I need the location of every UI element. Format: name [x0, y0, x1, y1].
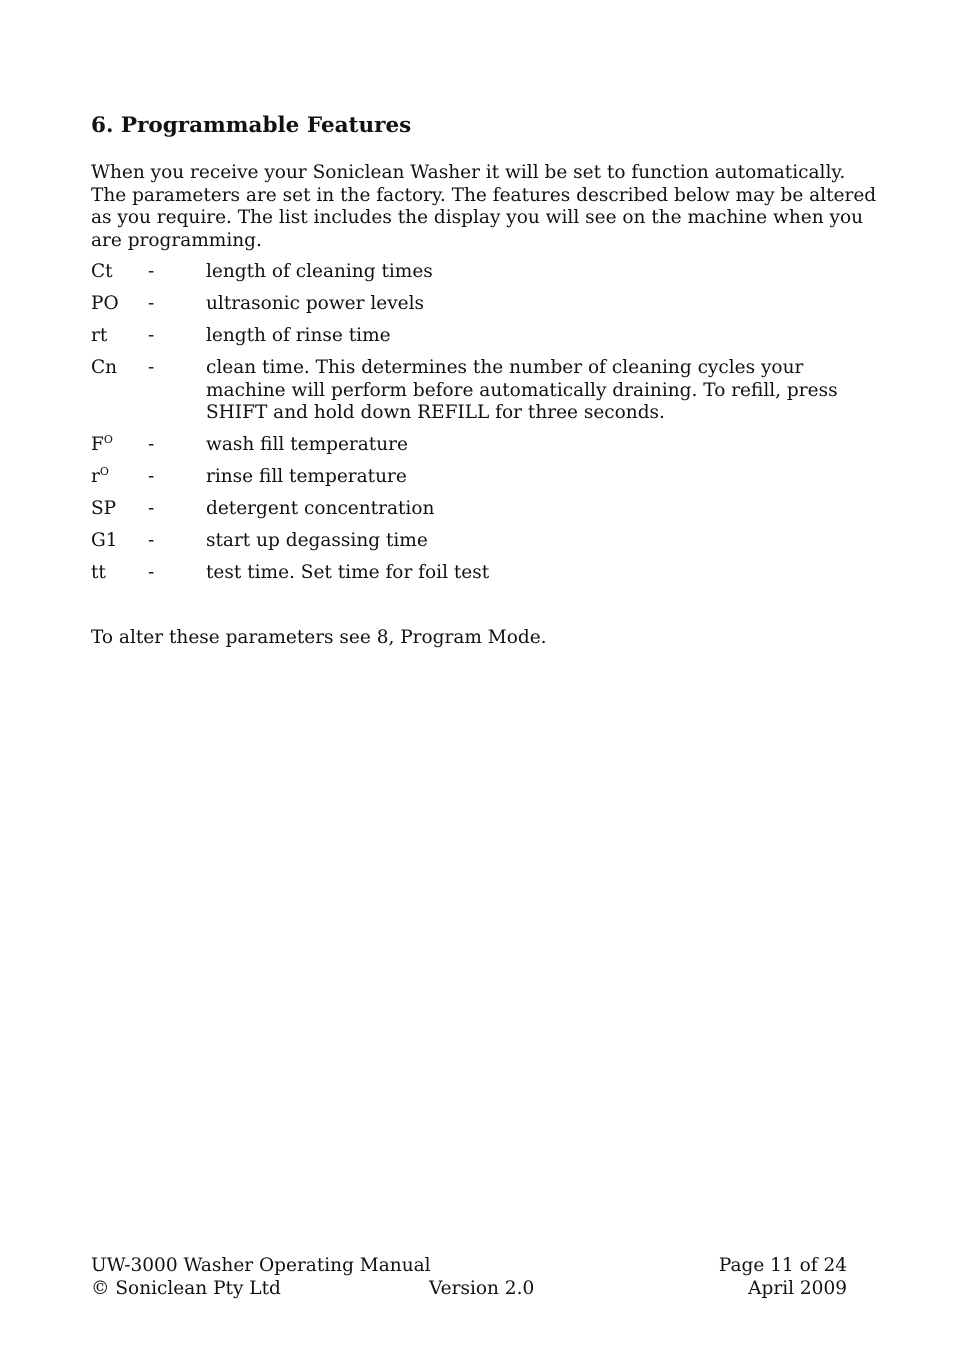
footer-version: Version 2.0: [429, 1278, 535, 1299]
parameter-code: G1: [91, 530, 118, 551]
parameter-dash: -: [148, 325, 155, 346]
parameter-description: wash fill temperature: [206, 434, 408, 455]
footer-date: April 2009: [748, 1278, 847, 1299]
closing-paragraph: To alter these parameters see 8, Program Mode.: [91, 627, 547, 648]
parameter-dash: -: [148, 466, 155, 487]
footer-manual-title: UW-3000 Washer Operating Manual: [91, 1255, 431, 1276]
page-title: 6. Programmable Features: [91, 113, 412, 138]
parameter-description: start up degassing time: [206, 530, 428, 551]
parameter-dash: -: [148, 261, 155, 282]
parameter-code: SP: [91, 498, 117, 519]
parameter-code: $F^O$: [91, 433, 113, 455]
parameter-description: ultrasonic power levels: [206, 293, 425, 314]
parameter-description: clean time. This determines the number of cleaning cycles your machine will perform before automatically draining. To refill, press SHIFT and hold down REFILL for three seconds.: [206, 357, 838, 423]
parameter-description: test time. Set time for foil test: [206, 562, 490, 583]
parameter-code: tt: [91, 562, 106, 583]
parameter-code: PO: [91, 293, 119, 314]
parameter-dash: -: [148, 434, 155, 455]
footer-page-number: Page 11 of 24: [718, 1255, 847, 1276]
parameter-dash: -: [148, 530, 155, 551]
parameter-code: Cn: [91, 357, 118, 378]
parameter-dash: -: [148, 498, 155, 519]
parameter-dash: -: [148, 357, 155, 378]
parameter-description: length of rinse time: [206, 325, 391, 346]
parameter-code: $r^O$: [91, 465, 109, 487]
parameter-description: rinse fill temperature: [206, 466, 407, 487]
intro-paragraph: When you receive your Soniclean Washer it will be set to function automatically. The parameters are set in the factory. The features described below may be altered as you require. The list includes the display you will see on the machine when you are programming.: [91, 162, 877, 251]
parameter-dash: -: [148, 562, 155, 583]
degree-superscript: O: [99, 465, 109, 478]
parameter-description: length of cleaning times: [206, 261, 433, 282]
footer-copyright: © Soniclean Pty Ltd: [91, 1278, 281, 1299]
parameter-dash: -: [148, 293, 155, 314]
degree-superscript: O: [103, 433, 113, 446]
parameter-code: rt: [91, 325, 108, 346]
parameter-description: detergent concentration: [206, 498, 435, 519]
parameter-code: Ct: [91, 261, 113, 282]
